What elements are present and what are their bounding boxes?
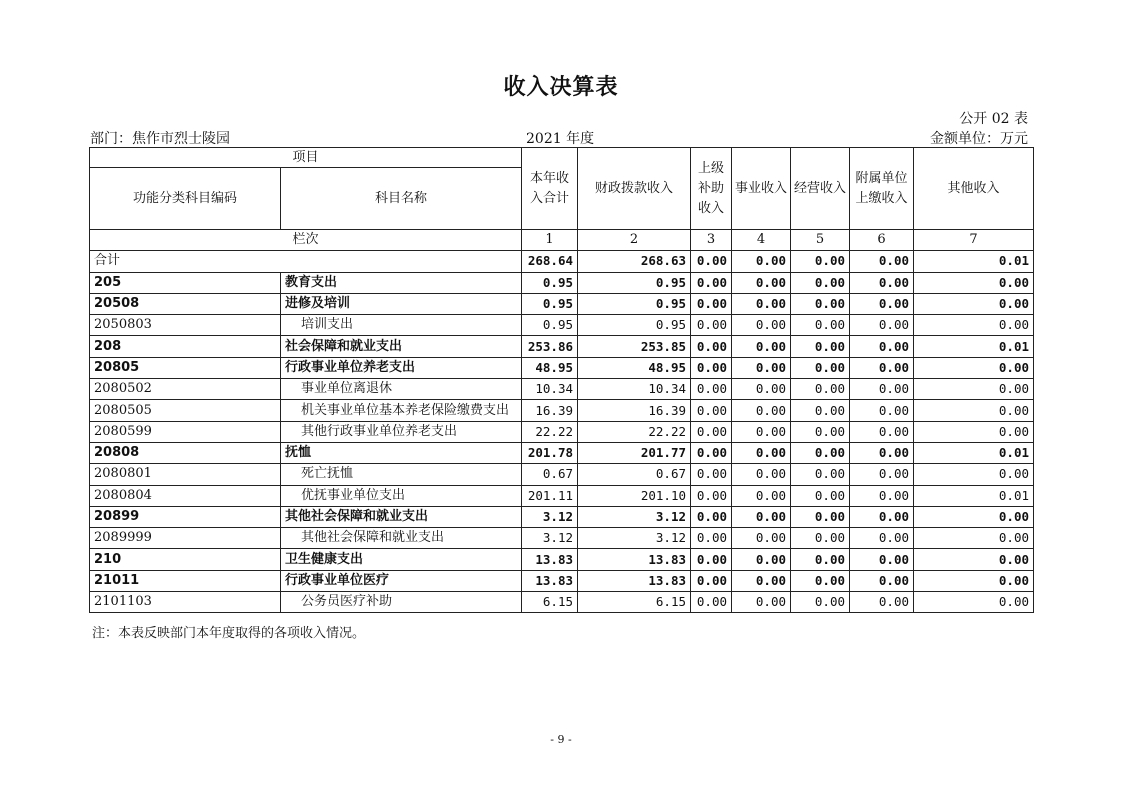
row-affiliated-value: 0.00 [850, 336, 914, 357]
row-subject-name: 其他社会保障和就业支出 [281, 506, 522, 527]
row-affiliated-value: 0.00 [850, 293, 914, 314]
row-business-value: 0.00 [732, 379, 791, 400]
row-operating-value: 0.00 [791, 442, 850, 463]
row-subject-name: 行政事业单位医疗 [281, 570, 522, 591]
row-superior-value: 0.00 [691, 592, 732, 613]
row-code: 合计 [90, 251, 522, 272]
row-business-value: 0.00 [732, 421, 791, 442]
table-header [90, 148, 1034, 251]
row-subject-name: 死亡抚恤 [281, 464, 522, 485]
row-other-value: 0.00 [914, 272, 1034, 293]
header-affiliated: 附属单位上缴收入 [850, 148, 914, 230]
row-business-value: 0.00 [732, 336, 791, 357]
row-other-value: 0.01 [914, 336, 1034, 357]
row-code: 2080599 [90, 421, 281, 442]
row-superior-value: 0.00 [691, 251, 732, 272]
row-operating-value: 0.00 [791, 315, 850, 336]
row-affiliated-value: 0.00 [850, 379, 914, 400]
row-code: 2080505 [90, 400, 281, 421]
row-fiscal-value: 22.22 [578, 421, 691, 442]
row-fiscal-value: 3.12 [578, 506, 691, 527]
row-subject-name: 抚恤 [281, 442, 522, 463]
header-superior: 上级补助收入 [691, 148, 732, 230]
row-code: 20808 [90, 442, 281, 463]
row-other-value: 0.01 [914, 251, 1034, 272]
row-affiliated-value: 0.00 [850, 464, 914, 485]
row-operating-value: 0.00 [791, 549, 850, 570]
row-operating-value: 0.00 [791, 421, 850, 442]
row-fiscal-value: 0.67 [578, 464, 691, 485]
column-number: 1 [522, 230, 578, 251]
row-superior-value: 0.00 [691, 272, 732, 293]
row-business-value: 0.00 [732, 251, 791, 272]
table-code: 公开 02 表 [959, 111, 1028, 127]
row-superior-value: 0.00 [691, 400, 732, 421]
row-code: 21011 [90, 570, 281, 591]
row-operating-value: 0.00 [791, 592, 850, 613]
table-row [90, 315, 1034, 336]
row-affiliated-value: 0.00 [850, 421, 914, 442]
row-superior-value: 0.00 [691, 528, 732, 549]
row-fiscal-value: 13.83 [578, 549, 691, 570]
row-other-value: 0.00 [914, 464, 1034, 485]
row-superior-value: 0.00 [691, 506, 732, 527]
header-operating: 经营收入 [791, 148, 850, 230]
row-subject-name: 培训支出 [281, 315, 522, 336]
table-row [90, 442, 1034, 463]
row-superior-value: 0.00 [691, 485, 732, 506]
row-affiliated-value: 0.00 [850, 315, 914, 336]
row-total-value: 48.95 [522, 357, 578, 378]
row-other-value: 0.00 [914, 570, 1034, 591]
header-fiscal: 财政拨款收入 [578, 148, 691, 230]
column-number: 4 [732, 230, 791, 251]
row-fiscal-value: 201.10 [578, 485, 691, 506]
row-operating-value: 0.00 [791, 293, 850, 314]
row-business-value: 0.00 [732, 272, 791, 293]
row-fiscal-value: 201.77 [578, 442, 691, 463]
table-row [90, 464, 1034, 485]
row-other-value: 0.00 [914, 549, 1034, 570]
row-fiscal-value: 0.95 [578, 315, 691, 336]
row-fiscal-value: 6.15 [578, 592, 691, 613]
row-affiliated-value: 0.00 [850, 272, 914, 293]
row-code: 208 [90, 336, 281, 357]
row-other-value: 0.00 [914, 315, 1034, 336]
row-affiliated-value: 0.00 [850, 485, 914, 506]
column-number: 2 [578, 230, 691, 251]
row-fiscal-value: 48.95 [578, 357, 691, 378]
row-fiscal-value: 10.34 [578, 379, 691, 400]
row-code: 210 [90, 549, 281, 570]
row-total-value: 13.83 [522, 549, 578, 570]
row-superior-value: 0.00 [691, 421, 732, 442]
row-superior-value: 0.00 [691, 379, 732, 400]
row-business-value: 0.00 [732, 357, 791, 378]
table-row [90, 272, 1034, 293]
table-row [90, 421, 1034, 442]
table-body [90, 251, 1034, 613]
row-subject-name: 其他行政事业单位养老支出 [281, 421, 522, 442]
row-fiscal-value: 268.63 [578, 251, 691, 272]
row-operating-value: 0.00 [791, 485, 850, 506]
row-code: 2080801 [90, 464, 281, 485]
row-superior-value: 0.00 [691, 315, 732, 336]
row-code: 20508 [90, 293, 281, 314]
row-subject-name: 教育支出 [281, 272, 522, 293]
row-affiliated-value: 0.00 [850, 528, 914, 549]
row-total-value: 22.22 [522, 421, 578, 442]
row-total-value: 0.67 [522, 464, 578, 485]
row-affiliated-value: 0.00 [850, 442, 914, 463]
row-fiscal-value: 0.95 [578, 293, 691, 314]
row-superior-value: 0.00 [691, 293, 732, 314]
row-affiliated-value: 0.00 [850, 570, 914, 591]
row-affiliated-value: 0.00 [850, 251, 914, 272]
header-item: 项目 [90, 148, 522, 168]
row-code: 20899 [90, 506, 281, 527]
row-operating-value: 0.00 [791, 528, 850, 549]
table-row [90, 528, 1034, 549]
row-fiscal-value: 16.39 [578, 400, 691, 421]
row-business-value: 0.00 [732, 400, 791, 421]
row-total-value: 16.39 [522, 400, 578, 421]
row-code: 205 [90, 272, 281, 293]
row-total-value: 13.83 [522, 570, 578, 591]
column-number: 6 [850, 230, 914, 251]
row-total-value: 0.95 [522, 293, 578, 314]
row-business-value: 0.00 [732, 528, 791, 549]
row-subject-name: 机关事业单位基本养老保险缴费支出 [281, 400, 522, 421]
table-row [90, 293, 1034, 314]
amount-unit: 金额单位：万元 [930, 131, 1028, 147]
row-subject-name: 事业单位离退休 [281, 379, 522, 400]
row-total-value: 268.64 [522, 251, 578, 272]
row-subject-name: 行政事业单位养老支出 [281, 357, 522, 378]
row-subject-name: 优抚事业单位支出 [281, 485, 522, 506]
row-business-value: 0.00 [732, 442, 791, 463]
table-row [90, 400, 1034, 421]
row-operating-value: 0.00 [791, 272, 850, 293]
row-subject-name: 公务员医疗补助 [281, 592, 522, 613]
row-operating-value: 0.00 [791, 506, 850, 527]
row-other-value: 0.00 [914, 400, 1034, 421]
row-code: 2089999 [90, 528, 281, 549]
row-affiliated-value: 0.00 [850, 506, 914, 527]
row-total-value: 6.15 [522, 592, 578, 613]
row-superior-value: 0.00 [691, 336, 732, 357]
header-func-code: 功能分类科目编码 [90, 168, 281, 230]
row-total-value: 0.95 [522, 272, 578, 293]
row-other-value: 0.00 [914, 293, 1034, 314]
row-other-value: 0.01 [914, 442, 1034, 463]
header-business: 事业收入 [732, 148, 791, 230]
row-business-value: 0.00 [732, 570, 791, 591]
row-subject-name: 其他社会保障和就业支出 [281, 528, 522, 549]
header-subject-name: 科目名称 [281, 168, 522, 230]
row-other-value: 0.00 [914, 421, 1034, 442]
row-other-value: 0.00 [914, 528, 1034, 549]
row-total-value: 10.34 [522, 379, 578, 400]
row-other-value: 0.00 [914, 379, 1034, 400]
row-operating-value: 0.00 [791, 379, 850, 400]
row-subject-name: 卫生健康支出 [281, 549, 522, 570]
header-total: 本年收入合计 [522, 148, 578, 230]
header-other: 其他收入 [914, 148, 1034, 230]
department-label: 部门：焦作市烈士陵园 [90, 131, 230, 147]
row-superior-value: 0.00 [691, 357, 732, 378]
table-row [90, 336, 1034, 357]
row-business-value: 0.00 [732, 549, 791, 570]
column-number: 7 [914, 230, 1034, 251]
column-number: 5 [791, 230, 850, 251]
row-business-value: 0.00 [732, 592, 791, 613]
row-affiliated-value: 0.00 [850, 592, 914, 613]
row-fiscal-value: 0.95 [578, 272, 691, 293]
table-row [90, 379, 1034, 400]
row-business-value: 0.00 [732, 293, 791, 314]
table-row [90, 251, 1034, 272]
table-row [90, 357, 1034, 378]
row-other-value: 0.00 [914, 592, 1034, 613]
row-business-value: 0.00 [732, 485, 791, 506]
row-total-value: 201.78 [522, 442, 578, 463]
row-total-value: 201.11 [522, 485, 578, 506]
table-row [90, 485, 1034, 506]
row-other-value: 0.00 [914, 357, 1034, 378]
row-code: 2080804 [90, 485, 281, 506]
row-operating-value: 0.00 [791, 400, 850, 421]
row-other-value: 0.00 [914, 506, 1034, 527]
row-fiscal-value: 253.85 [578, 336, 691, 357]
row-business-value: 0.00 [732, 506, 791, 527]
table-row [90, 592, 1034, 613]
row-operating-value: 0.00 [791, 570, 850, 591]
row-affiliated-value: 0.00 [850, 400, 914, 421]
row-operating-value: 0.00 [791, 464, 850, 485]
row-business-value: 0.00 [732, 464, 791, 485]
table-row [90, 570, 1034, 591]
row-business-value: 0.00 [732, 315, 791, 336]
row-total-value: 3.12 [522, 506, 578, 527]
row-affiliated-value: 0.00 [850, 549, 914, 570]
table-row [90, 549, 1034, 570]
table-row [90, 506, 1034, 527]
row-superior-value: 0.00 [691, 464, 732, 485]
page-title: 收入决算表 [503, 75, 619, 100]
row-code: 2101103 [90, 592, 281, 613]
row-operating-value: 0.00 [791, 251, 850, 272]
income-table [89, 147, 1034, 613]
row-affiliated-value: 0.00 [850, 357, 914, 378]
row-superior-value: 0.00 [691, 570, 732, 591]
row-code: 2080502 [90, 379, 281, 400]
row-operating-value: 0.00 [791, 336, 850, 357]
row-superior-value: 0.00 [691, 442, 732, 463]
row-total-value: 0.95 [522, 315, 578, 336]
row-operating-value: 0.00 [791, 357, 850, 378]
header-column-index: 栏次 [90, 230, 522, 251]
row-fiscal-value: 3.12 [578, 528, 691, 549]
row-other-value: 0.01 [914, 485, 1034, 506]
footnote: 注：本表反映部门本年度取得的各项收入情况。 [92, 626, 366, 641]
fiscal-year: 2021 年度 [526, 131, 595, 147]
row-subject-name: 社会保障和就业支出 [281, 336, 522, 357]
row-subject-name: 进修及培训 [281, 293, 522, 314]
row-fiscal-value: 13.83 [578, 570, 691, 591]
row-code: 2050803 [90, 315, 281, 336]
row-superior-value: 0.00 [691, 549, 732, 570]
row-code: 20805 [90, 357, 281, 378]
column-number: 3 [691, 230, 732, 251]
row-total-value: 253.86 [522, 336, 578, 357]
row-total-value: 3.12 [522, 528, 578, 549]
page-number: - 9 - [550, 733, 572, 746]
